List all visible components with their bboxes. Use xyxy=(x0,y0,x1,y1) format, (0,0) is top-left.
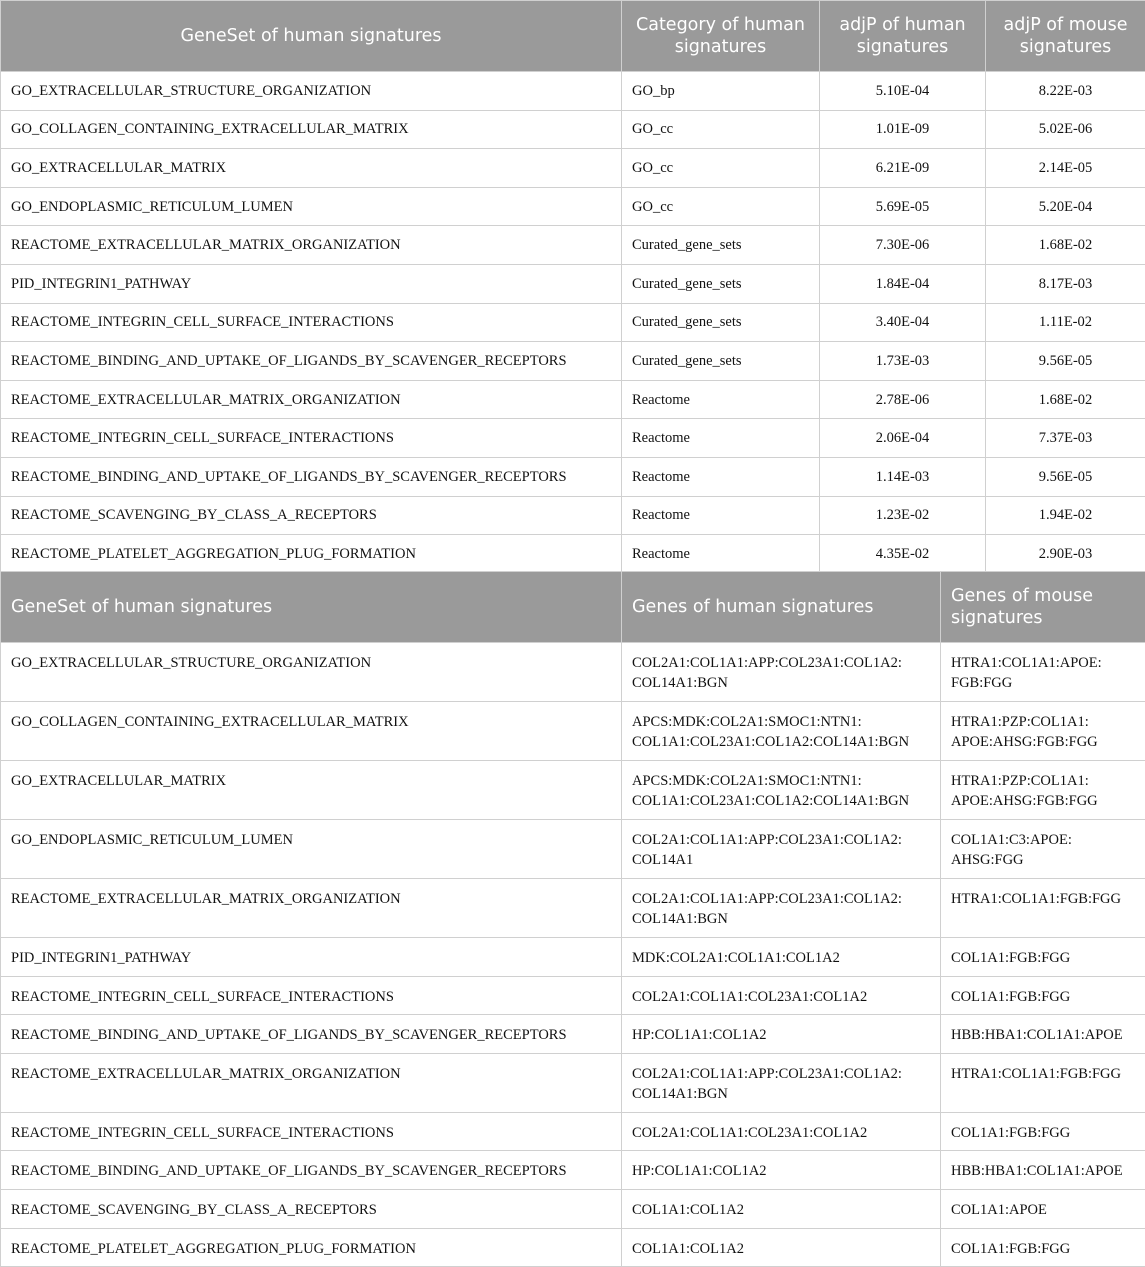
gene-list-line: COL1A1:FGB:FGG xyxy=(951,1124,1071,1141)
adjp-mouse-cell: 5.02E-06 xyxy=(986,110,1145,149)
gene-list-line: HP:COL1A1:COL1A2 xyxy=(632,1163,767,1180)
category-cell: Curated_gene_sets xyxy=(622,226,820,265)
adjp-mouse-cell: 8.17E-03 xyxy=(986,264,1145,303)
table-row xyxy=(1,1015,1145,1054)
gene-list-line: HBB:HBA1:COL1A1:APOE xyxy=(951,1163,1123,1180)
gene-list-line: COL1A1:COL23A1:COL1A2:COL14A1:BGN xyxy=(632,793,910,809)
geneset-cell: REACTOME_INTEGRIN_CELL_SURFACE_INTERACTIONS xyxy=(1,303,622,342)
gene-list-line: COL2A1:COL1A1:COL23A1:COL1A2 xyxy=(632,1124,868,1141)
gene-list-line: HTRA1:COL1A1:FGB:FGG xyxy=(951,1065,1121,1082)
adjp-human-cell: 1.84E-04 xyxy=(820,264,986,303)
table-row xyxy=(1,264,1145,303)
category-cell: Reactome xyxy=(622,496,820,535)
gene-list-line: COL2A1:COL1A1:APP:COL23A1:COL1A2: xyxy=(632,891,902,907)
gene-list-line: COL2A1:COL1A1:APP:COL23A1:COL1A2: xyxy=(632,1065,902,1082)
genes-human-cell xyxy=(622,1015,941,1054)
category-cell: GO_cc xyxy=(622,110,820,149)
gene-list-line: HTRA1:PZP:COL1A1: xyxy=(951,714,1089,730)
geneset-cell: REACTOME_EXTRACELLULAR_MATRIX_ORGANIZATION xyxy=(1,879,622,938)
table-row xyxy=(1,1228,1145,1267)
adjp-human-cell: 6.21E-09 xyxy=(820,149,986,188)
geneset-cell: REACTOME_BINDING_AND_UPTAKE_OF_LIGANDS_BY_SCAVENGER_RECEPTORS xyxy=(1,342,622,381)
adjp-mouse-cell: 7.37E-03 xyxy=(986,419,1145,458)
geneset-cell: REACTOME_PLATELET_AGGREGATION_PLUG_FORMATION xyxy=(1,1228,622,1267)
genes-mouse-cell xyxy=(941,879,1145,938)
gene-list-line: COL2A1:COL1A1:COL23A1:COL1A2 xyxy=(632,988,868,1005)
geneset-cell: GO_EXTRACELLULAR_STRUCTURE_ORGANIZATION xyxy=(1,72,622,111)
genes-human-cell xyxy=(622,1189,941,1228)
geneset-cell: REACTOME_EXTRACELLULAR_MATRIX_ORGANIZATION xyxy=(1,380,622,419)
adjp-table-header xyxy=(1,1,1145,72)
adjp-human-cell: 3.40E-04 xyxy=(820,303,986,342)
gene-list-line: HBB:HBA1:COL1A1:APOE xyxy=(951,1027,1123,1044)
geneset-cell: REACTOME_INTEGRIN_CELL_SURFACE_INTERACTIONS xyxy=(1,1112,622,1151)
genes-mouse-cell xyxy=(941,1112,1145,1151)
geneset-cell: REACTOME_BINDING_AND_UPTAKE_OF_LIGANDS_BY_SCAVENGER_RECEPTORS xyxy=(1,457,622,496)
gene-list-line: HTRA1:PZP:COL1A1: xyxy=(951,773,1089,789)
genes-human-cell xyxy=(622,1228,941,1267)
genes-mouse-cell xyxy=(941,643,1145,702)
table-row xyxy=(1,879,1145,938)
gene-list-line: COL14A1:BGN xyxy=(632,675,728,691)
header-category: Category of human signatures xyxy=(622,1,820,72)
header-geneset: GeneSet of human signatures xyxy=(1,572,622,643)
genes-table xyxy=(0,571,1145,1267)
genes-table-header xyxy=(1,572,1145,643)
gene-list-line: APCS:MDK:COL2A1:SMOC1:NTN1: xyxy=(632,714,862,730)
adjp-human-cell: 1.73E-03 xyxy=(820,342,986,381)
genes-human-cell xyxy=(622,1112,941,1151)
gene-list-line: COL1A1:FGB:FGG xyxy=(951,950,1071,966)
geneset-cell: REACTOME_BINDING_AND_UPTAKE_OF_LIGANDS_BY_SCAVENGER_RECEPTORS xyxy=(1,1015,622,1054)
table-row xyxy=(1,938,1145,977)
geneset-cell: GO_EXTRACELLULAR_STRUCTURE_ORGANIZATION xyxy=(1,643,622,702)
gene-list-line: COL2A1:COL1A1:APP:COL23A1:COL1A2: xyxy=(632,655,902,671)
table-row xyxy=(1,303,1145,342)
table-row xyxy=(1,419,1145,458)
table-row xyxy=(1,187,1145,226)
table-row xyxy=(1,535,1145,574)
gene-list-line: FGB:FGG xyxy=(951,675,1013,691)
gene-list-line: COL1A1:FGB:FGG xyxy=(951,1240,1071,1257)
table-row xyxy=(1,702,1145,761)
gene-list-line: HP:COL1A1:COL1A2 xyxy=(632,1027,767,1044)
genes-mouse-cell xyxy=(941,938,1145,977)
geneset-cell: PID_INTEGRIN1_PATHWAY xyxy=(1,264,622,303)
table-row xyxy=(1,149,1145,188)
geneset-cell: GO_COLLAGEN_CONTAINING_EXTRACELLULAR_MATRIX xyxy=(1,110,622,149)
table-row xyxy=(1,226,1145,265)
geneset-cell: REACTOME_INTEGRIN_CELL_SURFACE_INTERACTIONS xyxy=(1,419,622,458)
table-row xyxy=(1,643,1145,702)
genes-human-cell xyxy=(622,938,941,977)
table-row xyxy=(1,110,1145,149)
table-row xyxy=(1,761,1145,820)
table-row xyxy=(1,457,1145,496)
gene-list-line: COL1A1:APOE xyxy=(951,1201,1047,1218)
adjp-mouse-cell: 5.20E-04 xyxy=(986,187,1145,226)
table-row xyxy=(1,342,1145,381)
table-row xyxy=(1,1189,1145,1228)
adjp-human-cell: 1.01E-09 xyxy=(820,110,986,149)
gene-list-line: COL14A1:BGN xyxy=(632,911,728,927)
genes-mouse-cell xyxy=(941,1053,1145,1112)
gene-list-line: COL14A1 xyxy=(632,852,694,868)
header-adjp-human: adjP of human signatures xyxy=(820,1,986,72)
geneset-cell: REACTOME_BINDING_AND_UPTAKE_OF_LIGANDS_BY_SCAVENGER_RECEPTORS xyxy=(1,1151,622,1190)
header-genes-human: Genes of human signatures xyxy=(622,572,941,643)
adjp-human-cell: 7.30E-06 xyxy=(820,226,986,265)
table-row xyxy=(1,820,1145,879)
genes-mouse-cell xyxy=(941,820,1145,879)
adjp-table xyxy=(0,0,1145,574)
table-row xyxy=(1,380,1145,419)
gene-list-line: APOE:AHSG:FGB:FGG xyxy=(951,793,1098,809)
adjp-mouse-cell: 1.68E-02 xyxy=(986,226,1145,265)
category-cell: GO_cc xyxy=(622,187,820,226)
gene-list-line: COL14A1:BGN xyxy=(632,1085,728,1102)
geneset-cell: REACTOME_EXTRACELLULAR_MATRIX_ORGANIZATION xyxy=(1,226,622,265)
genes-human-cell xyxy=(622,1151,941,1190)
gene-list-line: COL1A1:COL1A2 xyxy=(632,1240,744,1257)
adjp-mouse-cell: 8.22E-03 xyxy=(986,72,1145,111)
geneset-cell: GO_ENDOPLASMIC_RETICULUM_LUMEN xyxy=(1,820,622,879)
genes-mouse-cell xyxy=(941,976,1145,1015)
category-cell: Reactome xyxy=(622,380,820,419)
category-cell: Reactome xyxy=(622,419,820,458)
category-cell: Reactome xyxy=(622,535,820,574)
gene-list-line: COL2A1:COL1A1:APP:COL23A1:COL1A2: xyxy=(632,832,902,848)
geneset-cell: REACTOME_EXTRACELLULAR_MATRIX_ORGANIZATION xyxy=(1,1053,622,1112)
geneset-cell: REACTOME_INTEGRIN_CELL_SURFACE_INTERACTIONS xyxy=(1,976,622,1015)
table-row xyxy=(1,496,1145,535)
category-cell: Reactome xyxy=(622,457,820,496)
adjp-human-cell: 1.23E-02 xyxy=(820,496,986,535)
genes-human-cell xyxy=(622,879,941,938)
geneset-cell: GO_EXTRACELLULAR_MATRIX xyxy=(1,149,622,188)
adjp-mouse-cell: 1.11E-02 xyxy=(986,303,1145,342)
genes-mouse-cell xyxy=(941,1015,1145,1054)
adjp-human-cell: 2.06E-04 xyxy=(820,419,986,458)
genes-human-cell xyxy=(622,976,941,1015)
header-adjp-mouse: adjP of mouse signatures xyxy=(986,1,1145,72)
geneset-cell: GO_EXTRACELLULAR_MATRIX xyxy=(1,761,622,820)
adjp-mouse-cell: 1.94E-02 xyxy=(986,496,1145,535)
gene-list-line: HTRA1:COL1A1:APOE: xyxy=(951,655,1102,671)
geneset-cell: GO_COLLAGEN_CONTAINING_EXTRACELLULAR_MATRIX xyxy=(1,702,622,761)
genes-human-cell xyxy=(622,643,941,702)
geneset-cell: PID_INTEGRIN1_PATHWAY xyxy=(1,938,622,977)
adjp-mouse-cell: 2.14E-05 xyxy=(986,149,1145,188)
adjp-mouse-cell: 9.56E-05 xyxy=(986,342,1145,381)
category-cell: GO_bp xyxy=(622,72,820,111)
adjp-human-cell: 1.14E-03 xyxy=(820,457,986,496)
genes-human-cell xyxy=(622,1053,941,1112)
adjp-mouse-cell: 1.68E-02 xyxy=(986,380,1145,419)
genes-mouse-cell xyxy=(941,702,1145,761)
geneset-cell: GO_ENDOPLASMIC_RETICULUM_LUMEN xyxy=(1,187,622,226)
table-row xyxy=(1,72,1145,111)
table-row xyxy=(1,1112,1145,1151)
geneset-cell: REACTOME_PLATELET_AGGREGATION_PLUG_FORMATION xyxy=(1,535,622,574)
category-cell: Curated_gene_sets xyxy=(622,303,820,342)
gene-list-line: COL1A1:C3:APOE: xyxy=(951,832,1072,848)
genes-mouse-cell xyxy=(941,1228,1145,1267)
adjp-human-cell: 5.10E-04 xyxy=(820,72,986,111)
genes-human-cell xyxy=(622,761,941,820)
adjp-human-cell: 4.35E-02 xyxy=(820,535,986,574)
header-geneset: GeneSet of human signatures xyxy=(1,1,622,72)
genes-human-cell xyxy=(622,820,941,879)
category-cell: Curated_gene_sets xyxy=(622,342,820,381)
genes-mouse-cell xyxy=(941,1189,1145,1228)
genes-mouse-cell xyxy=(941,1151,1145,1190)
gene-list-line: COL1A1:COL1A2 xyxy=(632,1201,744,1218)
genes-human-cell xyxy=(622,702,941,761)
adjp-human-cell: 2.78E-06 xyxy=(820,380,986,419)
gene-list-line: COL1A1:FGB:FGG xyxy=(951,988,1071,1005)
table-row xyxy=(1,1151,1145,1190)
genes-mouse-cell xyxy=(941,761,1145,820)
category-cell: GO_cc xyxy=(622,149,820,188)
adjp-mouse-cell: 2.90E-03 xyxy=(986,535,1145,574)
gene-list-line: MDK:COL2A1:COL1A1:COL1A2 xyxy=(632,950,840,966)
geneset-cell: REACTOME_SCAVENGING_BY_CLASS_A_RECEPTORS xyxy=(1,1189,622,1228)
header-genes-mouse: Genes of mouse signatures xyxy=(941,572,1145,643)
gene-list-line: AHSG:FGG xyxy=(951,852,1024,868)
table-row xyxy=(1,1053,1145,1112)
adjp-mouse-cell: 9.56E-05 xyxy=(986,457,1145,496)
table-row xyxy=(1,976,1145,1015)
gene-list-line: HTRA1:COL1A1:FGB:FGG xyxy=(951,891,1121,907)
gene-list-line: APOE:AHSG:FGB:FGG xyxy=(951,734,1098,750)
gene-list-line: APCS:MDK:COL2A1:SMOC1:NTN1: xyxy=(632,773,862,789)
adjp-human-cell: 5.69E-05 xyxy=(820,187,986,226)
gene-list-line: COL1A1:COL23A1:COL1A2:COL14A1:BGN xyxy=(632,734,910,750)
category-cell: Curated_gene_sets xyxy=(622,264,820,303)
geneset-cell: REACTOME_SCAVENGING_BY_CLASS_A_RECEPTORS xyxy=(1,496,622,535)
